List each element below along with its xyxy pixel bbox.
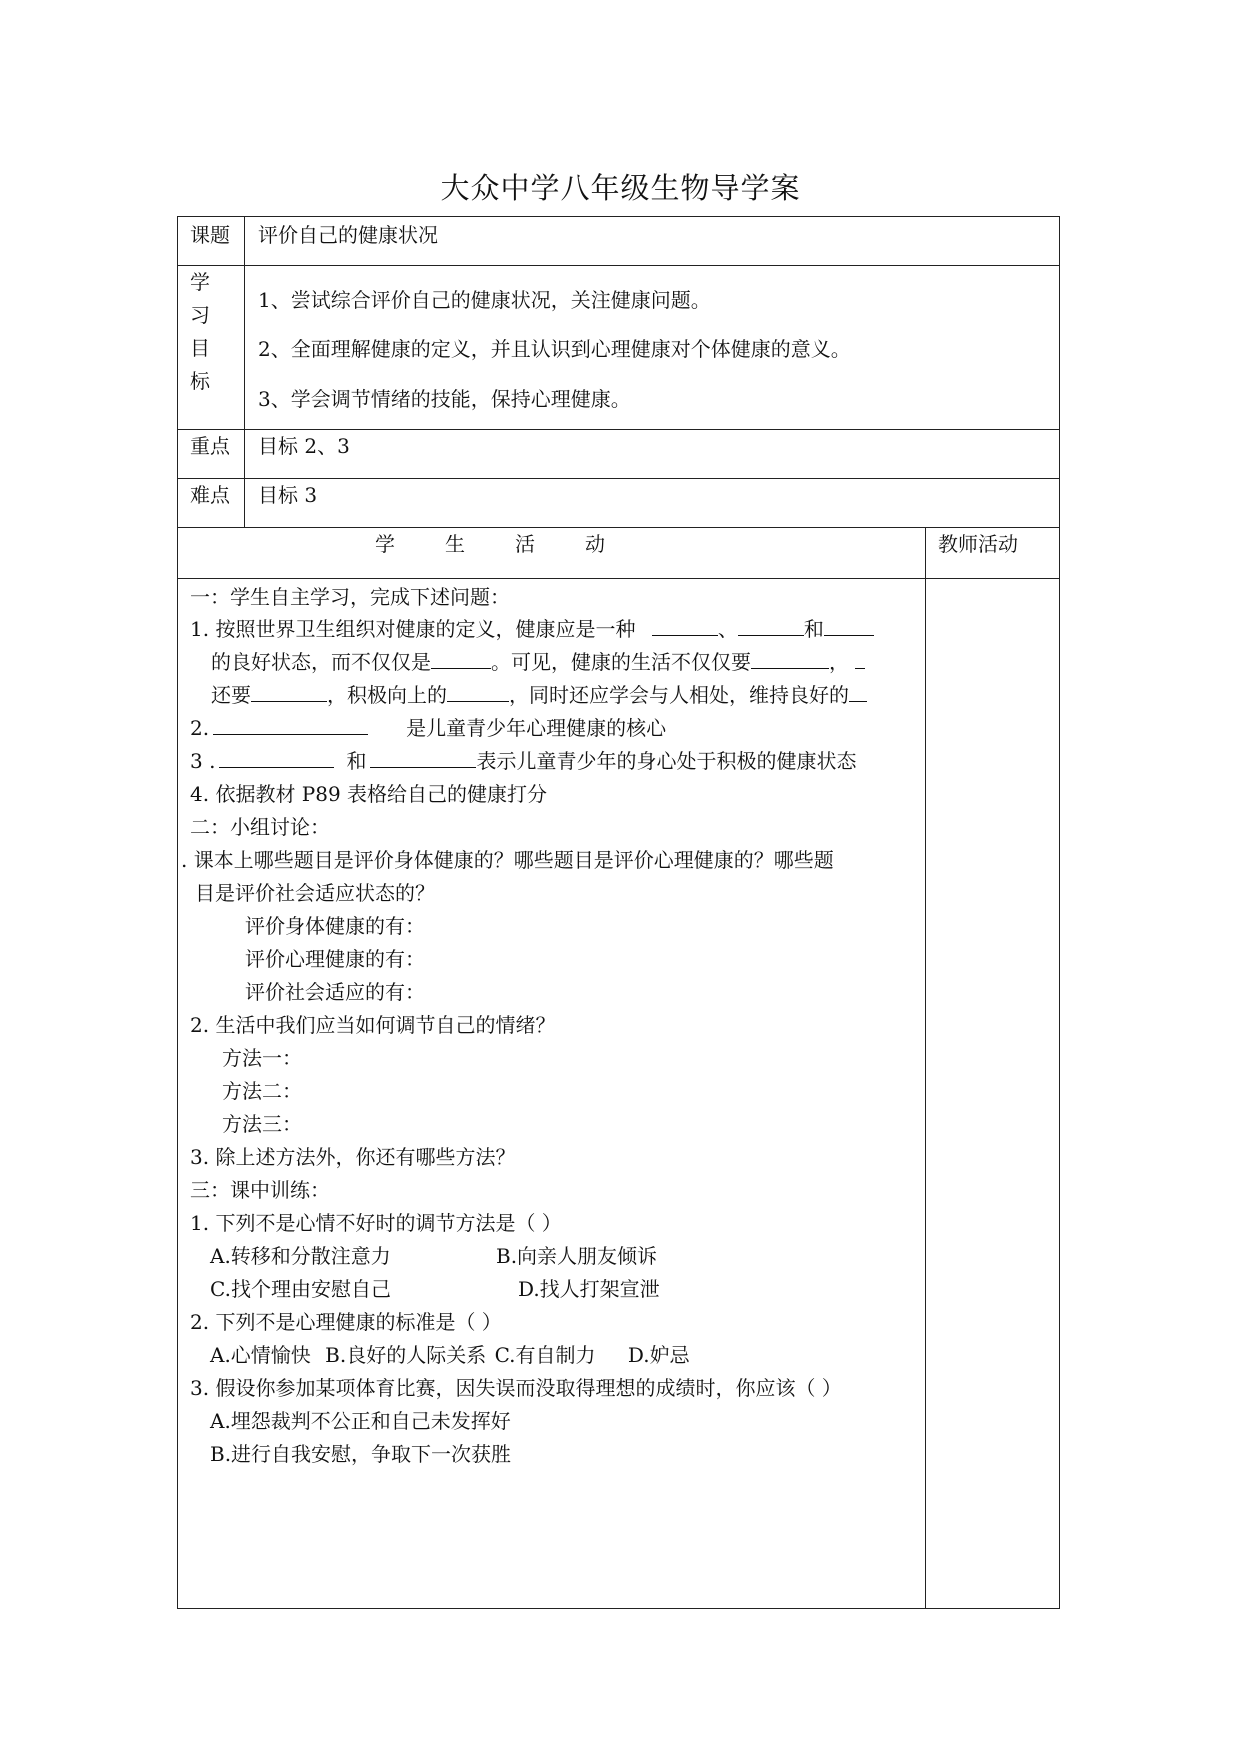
s3-q2-option-a[interactable]: A.心情愉快 bbox=[210, 1343, 311, 1367]
answer-blank[interactable] bbox=[751, 650, 829, 669]
difficulty-label: 难点 bbox=[190, 483, 230, 507]
goals-label: 学 习 目 标 bbox=[190, 270, 210, 393]
answer-blank[interactable] bbox=[213, 716, 368, 735]
s2-method3: 方法三： bbox=[222, 1112, 302, 1136]
key-value: 目标 2、3 bbox=[258, 434, 350, 458]
s3-q2: 2. 下列不是心理健康的标准是（ ） bbox=[190, 1310, 502, 1334]
s1-q1-line2: 的良好状态，而不仅仅是 。可见，健康的生活不仅仅要 ， bbox=[211, 650, 865, 674]
s2-q1-line2: 目是评价社会适应状态的？ bbox=[195, 881, 435, 905]
key-label: 重点 bbox=[190, 434, 230, 458]
section2-heading: 二：小组讨论： bbox=[190, 815, 330, 839]
topic-label: 课题 bbox=[190, 223, 230, 247]
s1-q3: 3 . 和 表示儿童青少年的身心处于积极的健康状态 bbox=[190, 749, 857, 773]
s3-q1-option-b[interactable]: B.向亲人朋友倾诉 bbox=[496, 1244, 658, 1268]
answer-blank[interactable] bbox=[447, 683, 509, 702]
s3-q3-option-a[interactable]: A.埋怨裁判不公正和自己未发挥好 bbox=[210, 1409, 511, 1433]
s3-q1-option-d[interactable]: D.找人打架宣泄 bbox=[518, 1277, 660, 1301]
s3-q2-options bbox=[210, 1343, 690, 1367]
s3-q1: 1. 下列不是心情不好时的调节方法是（ ） bbox=[190, 1211, 562, 1235]
s2-sub3: 评价社会适应的有： bbox=[245, 980, 425, 1004]
s1-q1-line1: 1. 按照世界卫生组织对健康的定义，健康应是一种 、 和 bbox=[190, 617, 874, 641]
s3-q3-option-b[interactable]: B.进行自我安慰，争取下一次获胜 bbox=[210, 1442, 512, 1466]
goal-3: 3、学会调节情绪的技能，保持心理健康。 bbox=[258, 387, 631, 411]
s1-q2: 2. 是儿童青少年心理健康的核心 bbox=[190, 716, 667, 740]
answer-blank[interactable] bbox=[652, 617, 718, 636]
s2-method1: 方法一： bbox=[222, 1046, 302, 1070]
page-title: 大众中学八年级生物导学案 bbox=[440, 171, 801, 205]
row-divider bbox=[177, 478, 1060, 479]
teacher-activity-heading: 教师活动 bbox=[938, 532, 1018, 556]
s2-sub1: 评价身体健康的有： bbox=[245, 914, 425, 938]
s3-q2-option-b[interactable]: B.良好的人际关系 bbox=[325, 1343, 487, 1367]
row-divider bbox=[177, 429, 1060, 430]
difficulty-value: 目标 3 bbox=[258, 483, 318, 507]
topic-value: 评价自己的健康状况 bbox=[258, 223, 438, 247]
answer-blank[interactable] bbox=[219, 749, 334, 768]
answer-blank[interactable] bbox=[855, 650, 865, 669]
s2-sub2: 评价心理健康的有： bbox=[245, 947, 425, 971]
answer-blank[interactable] bbox=[251, 683, 327, 702]
section1-heading: 一：学生自主学习，完成下述问题： bbox=[190, 585, 510, 609]
worksheet-table bbox=[177, 216, 1060, 1609]
section3-heading: 三：课中训练： bbox=[190, 1178, 330, 1202]
answer-blank[interactable] bbox=[370, 749, 476, 768]
row-divider bbox=[177, 265, 1060, 266]
answer-blank[interactable] bbox=[824, 617, 874, 636]
s3-q1-option-a[interactable]: A.转移和分散注意力 bbox=[210, 1244, 391, 1268]
s2-q3: 3. 除上述方法外，你还有哪些方法？ bbox=[190, 1145, 516, 1169]
answer-blank[interactable] bbox=[849, 683, 867, 702]
student-activity-heading: 学 生 活 动 bbox=[375, 532, 605, 556]
s3-q1-option-c[interactable]: C.找个理由安慰自己 bbox=[210, 1277, 391, 1301]
s2-q1-line1: . 课本上哪些题目是评价身体健康的？哪些题目是评价心理健康的？哪些题 bbox=[181, 848, 834, 872]
s3-q2-option-d[interactable]: D.妒忌 bbox=[627, 1343, 690, 1367]
s2-q2: 2. 生活中我们应当如何调节自己的情绪？ bbox=[190, 1013, 556, 1037]
answer-blank[interactable] bbox=[738, 617, 804, 636]
s1-q4: 4. 依据教材 P89 表格给自己的健康打分 bbox=[190, 782, 548, 806]
goal-2: 2、全面理解健康的定义，并且认识到心理健康对个体健康的意义。 bbox=[258, 337, 851, 361]
teacher-column-divider bbox=[925, 527, 926, 1609]
s3-q3: 3. 假设你参加某项体育比赛，因失误而没取得理想的成绩时，你应该（ ） bbox=[190, 1376, 842, 1400]
answer-blank[interactable] bbox=[431, 650, 491, 669]
row-divider bbox=[177, 527, 1060, 528]
row-divider bbox=[177, 578, 1060, 579]
s2-method2: 方法二： bbox=[222, 1079, 302, 1103]
s1-q1-line3: 还要 ，积极向上的 ，同时还应学会与人相处，维持良好的 bbox=[211, 683, 867, 707]
label-column-divider bbox=[244, 216, 245, 527]
s3-q2-option-c[interactable]: C.有自制力 bbox=[494, 1343, 596, 1367]
goal-1: 1、尝试综合评价自己的健康状况，关注健康问题。 bbox=[258, 288, 711, 312]
